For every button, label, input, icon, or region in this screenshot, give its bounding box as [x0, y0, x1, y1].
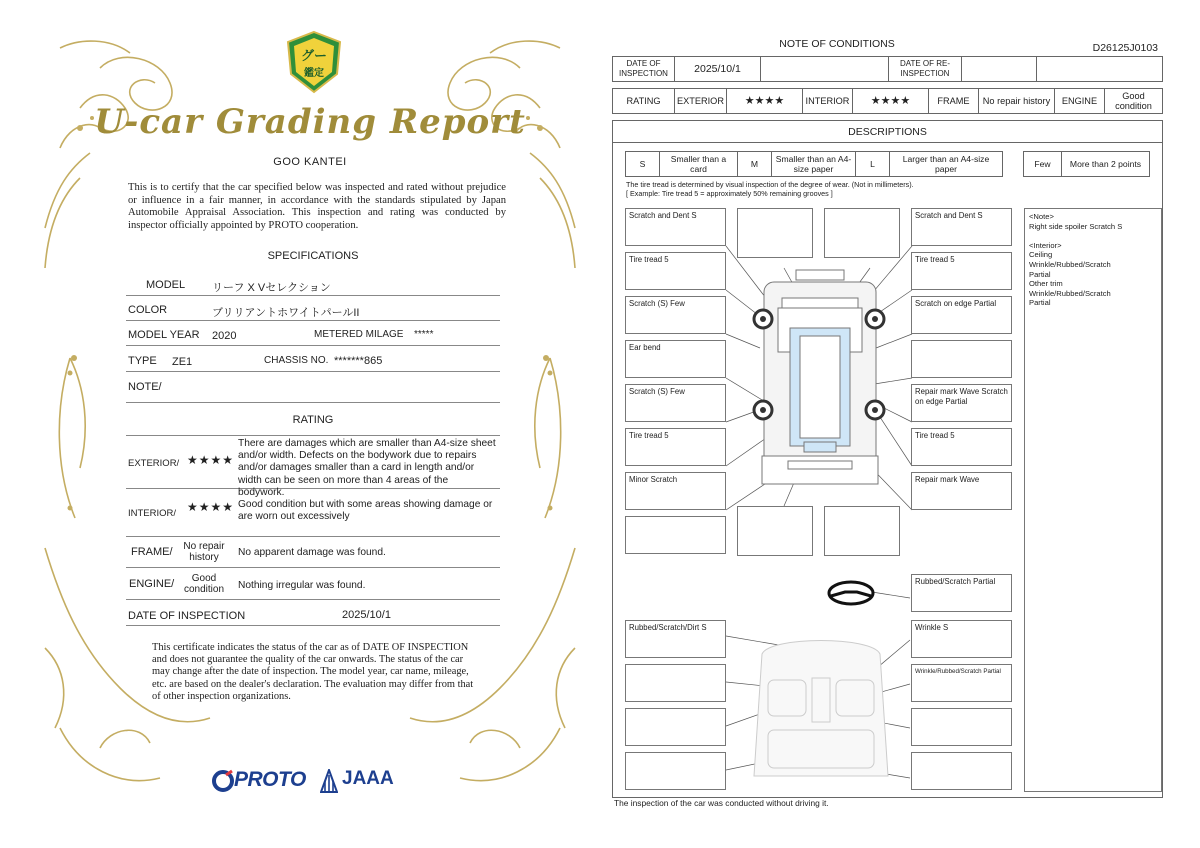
rating-row-date	[126, 600, 500, 626]
note-line	[1029, 231, 1157, 241]
rating-row-frame	[126, 537, 500, 568]
size-legend-table	[625, 151, 1003, 177]
tire-tread-example: [ Example: Tire tread 5 = approximately 50% remaining grooves ]	[626, 189, 833, 198]
svg-text:グー: グー	[300, 49, 328, 64]
rating-label: RATING	[613, 89, 675, 114]
few-legend-table	[1023, 151, 1150, 177]
rating-row-interior	[126, 489, 500, 537]
descriptions-title: DESCRIPTIONS	[613, 121, 1162, 143]
interior-label: INTERIOR/	[128, 508, 177, 519]
noc-footer: The inspection of the car was conducted without driving it.	[614, 798, 829, 808]
interior-stars: ★★★★	[852, 89, 928, 114]
svg-text:鑑定: 鑑定	[304, 68, 324, 79]
grading-certificate	[40, 28, 580, 818]
chassis-label: CHASSIS NO.	[264, 355, 329, 366]
date-inspection-label: DATE OF INSPECTION	[613, 57, 675, 82]
model-label: MODEL	[146, 279, 186, 291]
rating-row-exterior	[126, 435, 500, 498]
engine-value: Good condition	[1104, 89, 1162, 114]
legend-s-text: Smaller than a card	[660, 152, 738, 177]
legend-m-text: Smaller than an A4-size paper	[772, 152, 856, 177]
note-line: Wrinkle/Rubbed/Scratch	[1029, 259, 1111, 269]
document-id: D26125J0103	[1092, 42, 1158, 54]
note-line: Ceiling	[1029, 250, 1053, 260]
empty-cell	[761, 57, 889, 82]
interior-box-right-1: Rubbed/Scratch Partial	[911, 574, 1012, 612]
jaaa-logo-icon	[320, 769, 338, 793]
note-box-right-7: Repair mark Wave	[911, 472, 1012, 510]
tire-tread-note: The tire tread is determined by visual inspection of the degree of wear. (Not in millimeters).	[626, 180, 914, 189]
rating-row-engine	[126, 568, 500, 600]
note-box-bottom-1	[737, 506, 813, 556]
proto-logo-icon	[212, 769, 234, 793]
engine-label: ENGINE	[1054, 89, 1104, 114]
frame-text: No apparent damage was found.	[238, 547, 386, 558]
note-box-right-3: Scratch on edge Partial	[911, 296, 1012, 334]
note-box-left-4: Ear bend	[625, 340, 726, 378]
certificate-intro: This is to certify that the car specified below was inspected and rated without prejudice or influence in a fair manner, in accordance with the standards stipulated by Japan Automobile Appraisal Association. This inspection and rating was conducted by inspector officially appointed by PROTO cooperation.	[128, 182, 506, 231]
note-box-bottom-2	[824, 506, 900, 556]
empty-cell	[1037, 57, 1163, 82]
note-box-right-6: Tire tread 5	[911, 428, 1012, 466]
spec-row-model-year	[126, 321, 500, 346]
interior-box-right-2: Wrinkle S	[911, 620, 1012, 658]
spec-row-color	[126, 296, 500, 321]
engine-text: Nothing irregular was found.	[238, 580, 366, 591]
spec-row-type	[126, 346, 500, 372]
note-box-right-4	[911, 340, 1012, 378]
specifications-heading: SPECIFICATIONS	[267, 250, 359, 262]
color-label: COLOR	[128, 304, 168, 316]
legend-m: M	[738, 152, 772, 177]
engine-value: Good condition	[183, 573, 225, 595]
legend-s: S	[626, 152, 660, 177]
note-line: Other trim	[1029, 279, 1063, 289]
interior-box-left-4	[625, 752, 726, 790]
spec-row-note	[126, 372, 500, 403]
date-of-inspection-value: 2025/10/1	[342, 609, 391, 621]
note-box-right-2: Tire tread 5	[911, 252, 1012, 290]
note-box-left-3: Scratch (S) Few	[625, 296, 726, 334]
rating-heading: RATING	[292, 414, 334, 426]
frame-label: FRAME	[928, 89, 978, 114]
note-box-right-5: Repair mark Wave Scratch on edge Partial	[911, 384, 1012, 422]
note-box-top-2	[824, 208, 900, 258]
note-line: Right side spoiler Scratch S	[1029, 221, 1123, 231]
certificate-footer: This certificate indicates the status of the car as of DATE OF INSPECTION and does not guarantee the quality of the car onwards. The status of the car may change after the date of inspection. The model year, car name, mileage, etc. are based on the dealer's declaration. The evaluation may differ from that of other inspection organizations.	[152, 642, 474, 702]
proto-logo-text: PROTO	[234, 768, 306, 791]
note-box-left-2: Tire tread 5	[625, 252, 726, 290]
note-line: <Interior>	[1029, 240, 1062, 250]
chassis-value: *******865	[334, 355, 383, 367]
interior-box-left-1: Rubbed/Scratch/Dirt S	[625, 620, 726, 658]
note-line: Wrinkle/Rubbed/Scratch	[1029, 288, 1111, 298]
color-value: ブリリアントホワイトパールII	[212, 307, 360, 319]
model-value: リーフ X Vセレクション	[212, 282, 331, 294]
note-box-left-8	[625, 516, 726, 554]
legend-few-text: More than 2 points	[1062, 152, 1150, 177]
jaaa-logo-text: JAAA	[342, 768, 394, 789]
rating-summary-table	[612, 88, 1163, 114]
goo-kantei-badge-icon	[285, 30, 343, 94]
exterior-text: There are damages which are smaller than A4-size sheet and/or width. Defects on the bodywork due to repairs and/or damages smaller than a card in length and/or width can be seen on more than 4 areas of the bodywork.	[238, 438, 496, 498]
certificate-title: U-car Grading Report	[94, 102, 526, 142]
note-line: Partial	[1029, 298, 1051, 308]
exterior-label: EXTERIOR	[675, 89, 727, 114]
model-year-value: 2020	[212, 330, 237, 342]
interior-stars: ★★★★	[187, 500, 235, 514]
certificate-subtitle: GOO KANTEI	[273, 156, 347, 168]
interior-box-right-5	[911, 752, 1012, 790]
interior-text: Good condition but with some areas showing damage or are worn out excessively	[238, 499, 493, 523]
notes-column	[1024, 208, 1162, 792]
type-label: TYPE	[128, 355, 157, 367]
model-year-label: MODEL YEAR	[128, 329, 200, 341]
spec-row-model	[126, 271, 500, 296]
date-inspection-value: 2025/10/1	[675, 57, 761, 82]
note-box-top-1	[737, 208, 813, 258]
date-reinspection-label: DATE OF RE-INSPECTION	[889, 57, 962, 82]
metered-milage-label: METERED MILAGE	[314, 329, 404, 340]
note-of-conditions	[612, 36, 1164, 812]
note-box-right-1: Scratch and Dent S	[911, 208, 1012, 246]
type-value: ZE1	[172, 356, 193, 368]
interior-label: INTERIOR	[802, 89, 852, 114]
note-box-left-6: Tire tread 5	[625, 428, 726, 466]
noc-title: NOTE OF CONDITIONS	[779, 38, 895, 50]
exterior-stars: ★★★★	[187, 453, 235, 467]
date-reinspection-value	[962, 57, 1037, 82]
interior-box-right-4	[911, 708, 1012, 746]
note-line: Partial	[1029, 269, 1051, 279]
frame-value: No repair history	[183, 541, 225, 563]
note-box-left-5: Scratch (S) Few	[625, 384, 726, 422]
interior-box-left-2	[625, 664, 726, 702]
inspection-date-table	[612, 56, 1163, 82]
metered-milage-value: *****	[414, 329, 434, 340]
note-box-left-7: Minor Scratch	[625, 472, 726, 510]
frame-label: FRAME/	[131, 546, 173, 558]
engine-label: ENGINE/	[129, 578, 175, 590]
exterior-stars: ★★★★	[726, 89, 802, 114]
interior-box-left-3	[625, 708, 726, 746]
legend-l: L	[856, 152, 890, 177]
note-box-left-1: Scratch and Dent S	[625, 208, 726, 246]
exterior-label: EXTERIOR/	[128, 458, 180, 469]
note-label: NOTE/	[128, 381, 162, 393]
legend-l-text: Larger than an A4-size paper	[890, 152, 1003, 177]
legend-few: Few	[1024, 152, 1062, 177]
frame-value: No repair history	[978, 89, 1054, 114]
note-line: <Note>	[1029, 212, 1054, 221]
date-of-inspection-label: DATE OF INSPECTION	[128, 610, 246, 622]
interior-box-right-3: Wrinkle/Rubbed/Scratch Partial	[911, 664, 1012, 702]
